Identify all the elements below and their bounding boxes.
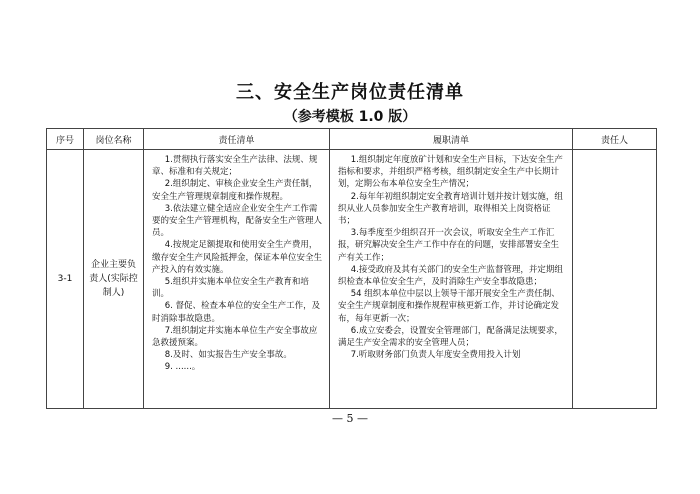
performance-list bbox=[330, 150, 573, 409]
responsible-person bbox=[573, 150, 657, 409]
page-number: — 5 — bbox=[332, 412, 368, 425]
responsibility-item: 5.组织并实施本单位安全生产教育和培训。 bbox=[152, 277, 309, 300]
performance-item: 2.每年年初组织制定安全教育培训计划并按计划实施，组织从业人员参加安全生产教育培训，取得相关上岗资格证书； bbox=[338, 191, 563, 227]
performance-item: 1.组织制定年度放矿计划和安全生产目标，下达安全生产指标和要求，并组织严格考核，组织制定安全生产中长期计划，定期公布本单位安全生产情况； bbox=[338, 155, 563, 190]
performance-item: 54 组织本单位中层以上领导干部开展安全生产责任制、安全生产规章制度和操作规程审核更新工作，并讨论确定发布，每年更新一次； bbox=[338, 289, 560, 324]
table-row bbox=[47, 150, 657, 409]
performance-item: 7.听取财务部门负责人年度安全费用投入计划 bbox=[350, 350, 521, 361]
performance-item: 3.每季度至少组织召开一次会议，听取安全生产工作汇报，研究解决安全生产工作中存在的问题，安排部署安全生产有关工作； bbox=[338, 228, 560, 263]
responsibility-item: 8.及时、如实报告生产安全事故。 bbox=[164, 350, 292, 361]
performance-item: 4.接受政府及其有关部门的安全生产监督管理，并定期组织检查本单位安全生产，及时消除生产安全事故隐患； bbox=[338, 264, 563, 288]
header-responsibilities: 责任清单 bbox=[144, 129, 330, 150]
responsibility-item: 4.按规定足额提取和使用安全生产费用，缴存安全生产风险抵押金，保证本单位安全生产投入的有效实施。 bbox=[152, 240, 323, 275]
responsibility-item: 1.贯彻执行落实安全生产法律、法规、规章、标准和有关规定； bbox=[152, 155, 318, 178]
header-no: 序号 bbox=[47, 129, 84, 150]
page-subtitle: （参考模板 1.0 版） bbox=[283, 109, 417, 125]
performance-item: 6.成立安委会，设置安全管理部门，配备满足法规要求，满足生产安全需求的安全管理人员； bbox=[338, 325, 563, 349]
table-header-row bbox=[47, 129, 657, 150]
responsibility-table bbox=[46, 128, 657, 409]
row-number: 3-1 bbox=[47, 150, 84, 409]
responsibility-item: 2.组织制定、审核企业安全生产责任制，安全生产管理规章制度和操作规程。 bbox=[152, 179, 318, 202]
header-person: 责任人 bbox=[573, 129, 657, 150]
position-name: 企业主要负责人(实际控制人) bbox=[84, 150, 144, 409]
responsibility-item: 9. ......。 bbox=[164, 362, 201, 373]
responsibility-item: 6. 督促、检查本单位的安全生产工作，及时消除事故隐患。 bbox=[152, 301, 321, 324]
header-performance: 履职清单 bbox=[330, 129, 573, 150]
page-title: 三、安全生产岗位责任清单 bbox=[236, 82, 464, 103]
header-position: 岗位名称 bbox=[84, 129, 144, 150]
responsibility-list bbox=[144, 150, 330, 409]
responsibility-item: 3.依法建立健全适应企业安全生产工作需要的安全生产管理机构，配备安全生产管理人员。 bbox=[152, 203, 323, 239]
responsibility-item: 7.组织制定并实施本单位生产安全事故应急救援预案。 bbox=[152, 325, 318, 349]
